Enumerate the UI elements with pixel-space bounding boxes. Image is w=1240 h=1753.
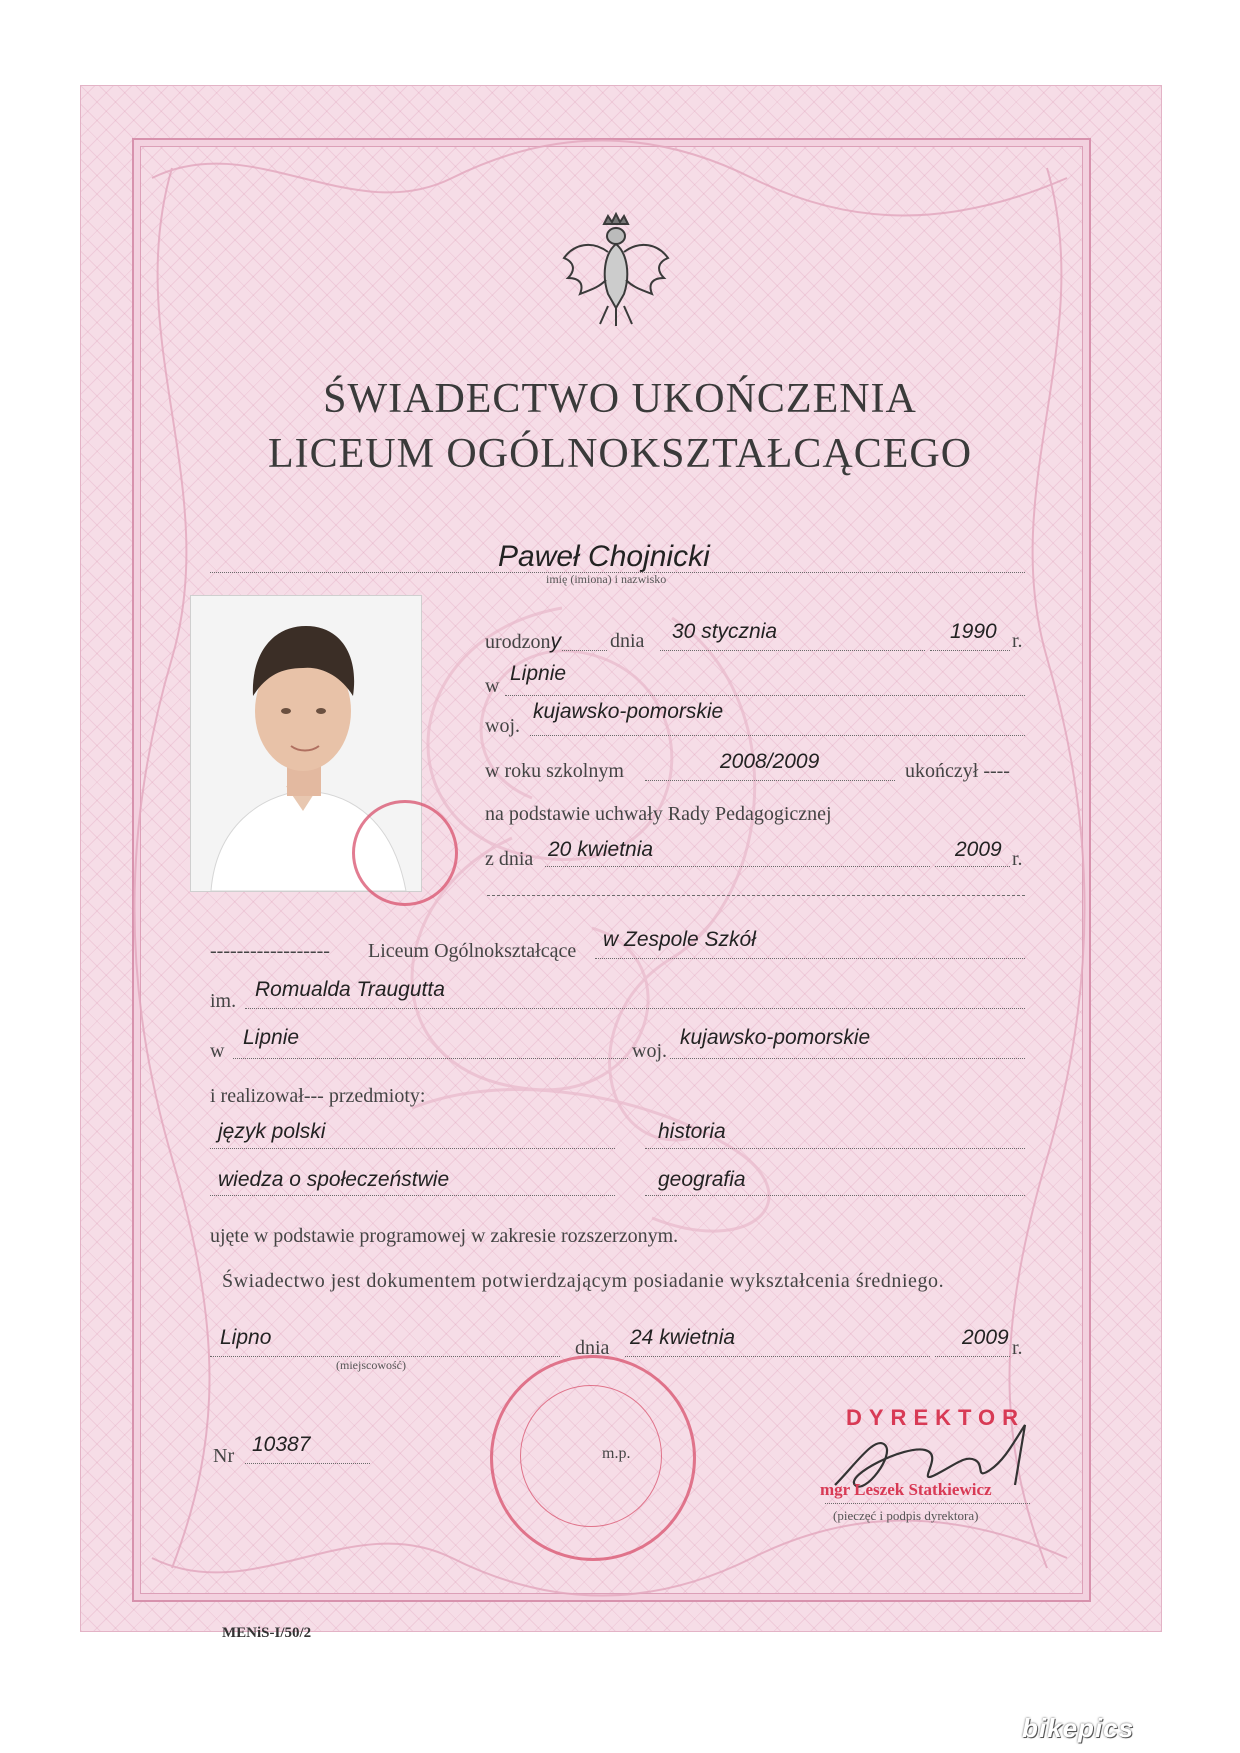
birth-date: 30 stycznia (672, 620, 778, 643)
school-name-line (595, 958, 1025, 959)
from-day-label: z dnia (485, 848, 534, 870)
completed-strike: ---- (983, 760, 1010, 782)
subject-line-4 (645, 1195, 1025, 1196)
student-name: Paweł Chojnicki (498, 540, 710, 573)
form-code: MENiS-I/50/2 (222, 1625, 312, 1641)
subject-line-3 (210, 1195, 615, 1196)
birth-date-line (660, 650, 925, 651)
title-line-1: ŚWIADECTWO UKOŃCZENIA (323, 376, 917, 422)
school-patron: Romualda Traugutta (255, 978, 445, 1001)
realized-label: i realizował--- przedmioty: (210, 1085, 426, 1107)
born-suffix-line (562, 650, 607, 651)
birth-place-line (505, 695, 1025, 696)
realized-strike: --- (303, 1085, 324, 1107)
issue-year: 2009 (962, 1326, 1009, 1349)
blank-line (487, 895, 1025, 896)
patron-label: im. (210, 990, 237, 1012)
issue-place: Lipno (220, 1326, 272, 1349)
school-year: 2008/2009 (720, 750, 820, 773)
birth-year-line (930, 650, 1010, 651)
patron-line (245, 1008, 1025, 1009)
birth-year-suffix: r. (1012, 630, 1023, 652)
day-label: dnia (610, 630, 645, 652)
issue-day-label: dnia (575, 1337, 610, 1359)
number-line (245, 1463, 370, 1464)
director-line (825, 1503, 1030, 1504)
official-seal-inner-ring (520, 1385, 662, 1527)
resolution-year-suffix: r. (1012, 848, 1023, 870)
birth-year: 1990 (950, 620, 997, 643)
title-line-2: LICEUM OGÓLNOKSZTAŁCĄCEGO (267, 431, 973, 477)
subject-1: język polski (218, 1120, 326, 1143)
born-label: urodzony (485, 630, 562, 653)
resolution-date: 20 kwietnia (548, 838, 654, 861)
subject-2: historia (658, 1120, 726, 1143)
issue-date-line (625, 1356, 930, 1357)
school-prefix-strike: ------------------ (210, 940, 330, 962)
school-voivodeship-line (670, 1058, 1025, 1059)
name-caption: imię (imiona) i nazwisko (546, 572, 667, 586)
voivodeship-label: woj. (485, 715, 520, 737)
mp-label: m.p. (602, 1445, 631, 1462)
issue-year-line (935, 1356, 1010, 1357)
resolution-date-line (545, 866, 930, 867)
resolution-year: 2009 (955, 838, 1002, 861)
certificate-number: 10387 (252, 1433, 311, 1456)
site-watermark: bikepics (1022, 1713, 1135, 1743)
birth-place-label: w (485, 675, 500, 697)
director-title: DYREKTOR (846, 1405, 1026, 1430)
school-city: Lipnie (243, 1026, 300, 1049)
photo-seal-stamp (352, 800, 458, 906)
eagle-emblem-icon (556, 210, 676, 330)
certificate-text: Świadectwo jest dokumentem potwierdzającym posiadanie wykształcenia średniego. (222, 1270, 945, 1292)
issue-date: 24 kwietnia (630, 1326, 736, 1349)
school-city-label: w (210, 1040, 225, 1062)
number-label: Nr (213, 1445, 235, 1467)
school-type: Liceum Ogólnokształcące (368, 940, 577, 962)
school-year-line (645, 780, 895, 781)
subject-line-2 (645, 1148, 1025, 1149)
birth-place: Lipnie (510, 662, 567, 685)
place-caption: (miejscowość) (336, 1358, 406, 1372)
birth-voivodeship-line (530, 735, 1025, 736)
issue-place-line (210, 1356, 560, 1357)
director-caption: (pieczęć i podpis dyrektora) (833, 1508, 979, 1523)
completed-label: ukończył ---- (905, 760, 1010, 782)
curriculum-text: ujęte w podstawie programowej w zakresie rozszerzonym. (210, 1225, 679, 1247)
resolution-year-line (935, 866, 1010, 867)
subject-4: geografia (658, 1168, 746, 1191)
school-city-line (233, 1058, 628, 1059)
issue-year-suffix: r. (1012, 1337, 1023, 1359)
subject-line-1 (210, 1148, 615, 1149)
school-name: w Zespole Szkół (603, 928, 756, 951)
school-voivodeship-label: woj. (632, 1040, 667, 1062)
school-voivodeship: kujawsko-pomorskie (680, 1026, 871, 1049)
school-year-label: w roku szkolnym (485, 760, 624, 782)
director-name: mgr Leszek Statkiewicz (820, 1480, 992, 1499)
subject-3: wiedza o społeczeństwie (218, 1168, 450, 1191)
birth-voivodeship: kujawsko-pomorskie (533, 700, 724, 723)
resolution-text: na podstawie uchwały Rady Pedagogicznej (485, 803, 832, 825)
